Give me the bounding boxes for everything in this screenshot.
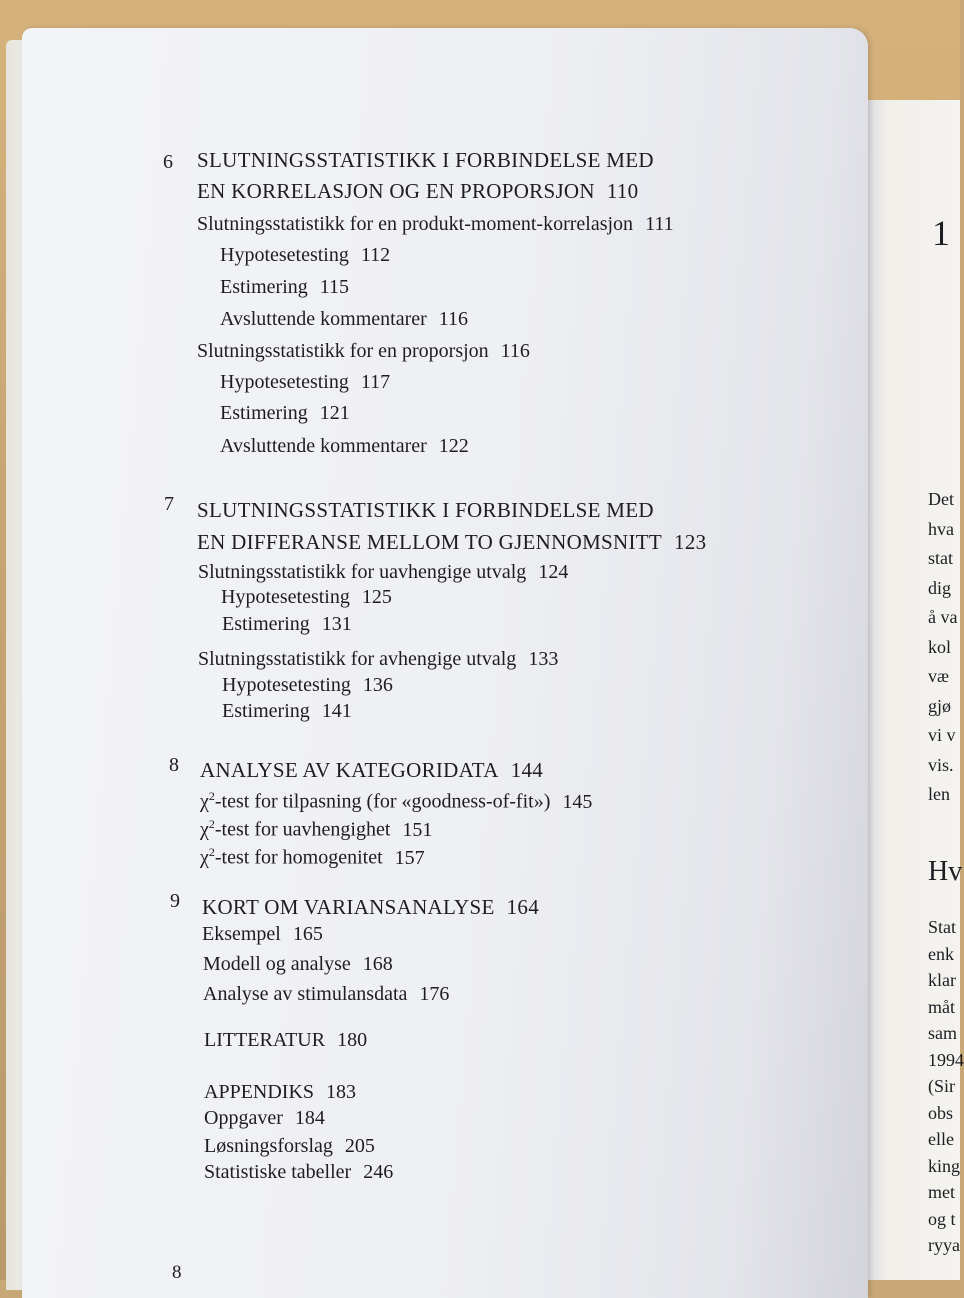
page-number: 8 bbox=[172, 1262, 182, 1283]
right-page-text-line: måt bbox=[928, 996, 955, 1017]
chapter-number: 6 bbox=[163, 151, 173, 173]
page-ref: 125 bbox=[361, 586, 392, 608]
page-ref: 111 bbox=[645, 213, 674, 235]
toc-entry: $\chi^2$-test for tilpasning (for «goodness-of-fit») 145 bbox=[200, 789, 593, 813]
page-ref: 180 bbox=[337, 1029, 368, 1051]
chi-symbol: χ bbox=[200, 818, 209, 841]
chapter-title: KORT OM VARIANSANALYSE 164 bbox=[202, 895, 540, 919]
toc-entry: Slutningsstatistikk for avhengige utvalg 133 bbox=[198, 648, 559, 670]
right-page-text-line: væ bbox=[928, 666, 950, 686]
page-ref: 183 bbox=[326, 1081, 357, 1103]
page-ref: 123 bbox=[674, 530, 707, 554]
page-ref: 141 bbox=[321, 700, 352, 722]
page-ref: 176 bbox=[419, 983, 450, 1005]
page-ref: 133 bbox=[528, 648, 559, 670]
chi-symbol: χ bbox=[200, 846, 209, 869]
page-ref: 165 bbox=[292, 923, 323, 945]
chapter-title: SLUTNINGSSTATISTIKK I FORBINDELSE MED bbox=[197, 148, 654, 172]
toc-entry: Slutningsstatistikk for en proporsjon 116 bbox=[197, 340, 530, 362]
right-page-text-line: kol bbox=[928, 636, 952, 657]
right-page-text-line: ryya bbox=[928, 1235, 960, 1255]
chapter-title: ANALYSE AV KATEGORIDATA 144 bbox=[200, 758, 544, 782]
toc-entry: $\chi^2$-test for uavhengighet 151 bbox=[200, 817, 433, 841]
chapter-title-cont: EN KORRELASJON OG EN PROPORSJON 110 bbox=[197, 179, 639, 203]
right-page-text-line: obs bbox=[928, 1102, 954, 1123]
page-ref: 205 bbox=[344, 1135, 375, 1157]
toc-entry: Hypotesetesting 117 bbox=[220, 371, 391, 393]
right-page-text-line: og t bbox=[928, 1208, 956, 1229]
page-ref: 116 bbox=[500, 340, 530, 362]
right-page-text-line: stat bbox=[928, 548, 953, 568]
toc-entry: Oppgaver 184 bbox=[204, 1107, 325, 1129]
toc-entry: Estimering 121 bbox=[220, 402, 350, 424]
right-page-heading: Hv bbox=[928, 856, 963, 887]
chi-symbol: χ bbox=[200, 790, 209, 813]
toc-entry: Avsluttende kommentarer 122 bbox=[220, 435, 469, 457]
chapter-number: 8 bbox=[169, 754, 179, 776]
right-page-text-line: len bbox=[928, 784, 950, 804]
toc-entry: Statistiske tabeller 246 bbox=[204, 1161, 394, 1183]
toc-entry-appendiks: APPENDIKS 183 bbox=[204, 1081, 357, 1103]
right-page-text-line: (Sir bbox=[928, 1076, 955, 1096]
chapter-title-cont: EN DIFFERANSE MELLOM TO GJENNOMSNITT 123 bbox=[197, 530, 707, 554]
chi-exponent: 2 bbox=[208, 789, 215, 803]
right-page-text-line: vi v bbox=[928, 725, 956, 745]
chi-exponent: 2 bbox=[208, 817, 215, 831]
right-page-text-line: klar bbox=[928, 970, 956, 990]
toc-entry: Estimering 115 bbox=[220, 276, 350, 298]
right-page-text-line: gjø bbox=[928, 695, 952, 716]
right-page-text-line: vis. bbox=[928, 754, 954, 775]
page-ref: 124 bbox=[538, 561, 569, 583]
right-page-text-line: king bbox=[928, 1155, 961, 1176]
toc-entry: Hypotesetesting 125 bbox=[221, 586, 392, 608]
page-ref: 151 bbox=[402, 818, 433, 841]
page-ref: 115 bbox=[319, 276, 350, 298]
page-ref: 157 bbox=[394, 846, 425, 869]
page-ref: 145 bbox=[562, 790, 593, 813]
page-ref: 117 bbox=[360, 371, 391, 393]
toc-entry: Estimering 141 bbox=[222, 700, 352, 722]
page-ref: 144 bbox=[510, 758, 544, 782]
chi-exponent: 2 bbox=[208, 845, 215, 859]
right-page-text-line: Stat bbox=[928, 917, 957, 937]
toc-entry: Modell og analyse 168 bbox=[203, 953, 393, 975]
right-page-text-line: Det bbox=[928, 489, 954, 509]
page-ref: 112 bbox=[360, 244, 391, 266]
right-page-text-line: dig bbox=[928, 577, 952, 598]
right-page-text-line: elle bbox=[928, 1129, 954, 1149]
page-ref: 246 bbox=[363, 1161, 394, 1183]
chapter-number: 7 bbox=[164, 493, 174, 515]
right-page-text-line: hva bbox=[928, 518, 954, 539]
right-page-text-line: å va bbox=[928, 607, 958, 627]
page-ref: 184 bbox=[294, 1107, 325, 1129]
page-ref: 131 bbox=[321, 613, 352, 635]
toc-entry: Løsningsforslag 205 bbox=[204, 1135, 375, 1157]
toc-entry: Estimering 131 bbox=[222, 613, 352, 635]
right-page-text-line: enk bbox=[928, 943, 954, 964]
toc-entry: $\chi^2$-test for homogenitet 157 bbox=[200, 845, 425, 869]
right-page-chapter-number: 1 bbox=[932, 213, 950, 253]
toc-entry-litteratur: LITTERATUR 180 bbox=[204, 1029, 368, 1051]
toc-entry: Eksempel 165 bbox=[202, 923, 323, 945]
toc-entry: Hypotesetesting 112 bbox=[220, 244, 391, 266]
right-page-text-line: sam bbox=[928, 1023, 957, 1043]
chapter-title: SLUTNINGSSTATISTIKK I FORBINDELSE MED bbox=[197, 498, 654, 522]
toc-entry: Analyse av stimulansdata 176 bbox=[203, 983, 450, 1005]
toc-entry: Hypotesetesting 136 bbox=[222, 674, 393, 696]
page-ref: 116 bbox=[438, 308, 469, 330]
right-page-text-line: 1994 bbox=[928, 1049, 964, 1070]
page-ref: 122 bbox=[438, 435, 469, 457]
toc-entry: Slutningsstatistikk for uavhengige utvalg 124 bbox=[198, 561, 569, 583]
toc-entry: Slutningsstatistikk for en produkt-moment-korrelasjon 111 bbox=[197, 213, 674, 235]
chapter-number: 9 bbox=[170, 890, 180, 912]
right-page-text-line: met bbox=[928, 1182, 955, 1202]
page-ref: 110 bbox=[606, 179, 639, 203]
page-ref: 168 bbox=[362, 953, 393, 975]
page-ref: 136 bbox=[362, 674, 393, 696]
page-ref: 164 bbox=[506, 895, 540, 919]
toc-entry: Avsluttende kommentarer 116 bbox=[220, 308, 469, 330]
page-ref: 121 bbox=[319, 402, 350, 424]
